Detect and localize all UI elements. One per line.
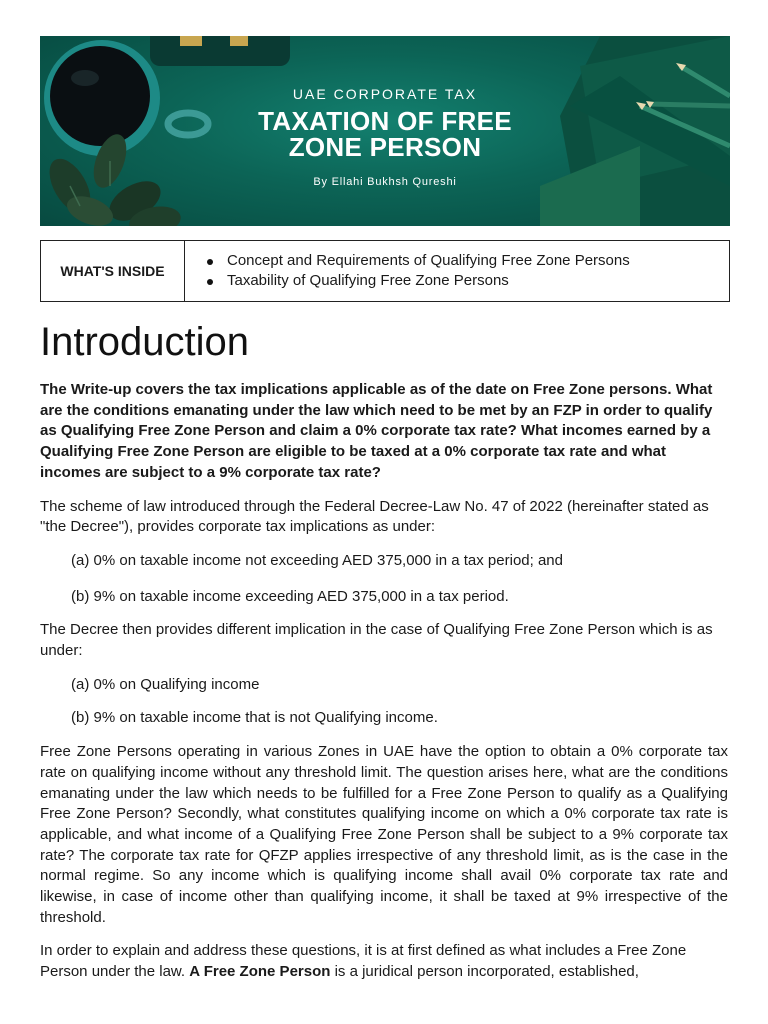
rate-list-item: (a) 0% on Qualifying income [71,675,260,693]
rate-list-item: (b) 9% on taxable income that is not Qualifying income. [71,709,438,727]
article-body [40,318,728,983]
paragraph-free-zone-persons: Free Zone Persons operating in various Zones in UAE have the option to obtain a 0% corporate tax rate on qualifying income without any threshold limit. The question arises here, what are the conditions emanating under the law which needs to be fulfilled for a Free Zone Person to qualify as a Qualifying Free Zone Person? Secondly, what constitutes qualifying income on which a 0% corporate tax rate is applicable, and what income of a Qualifying Free Zone Person shall be subject to a 9% corporate tax rate? The corporate tax rate for QFZP applies irrespective of any threshold limit, as is the case in the normal regime. So any income which is qualifying income shall avail 0% corporate tax rate and likewise, in case of income other than qualifying income, it shall be taxed at 9% irrespective of the threshold. [40,743,728,926]
banner-text-block [40,86,730,188]
banner-kicker: UAE CORPORATE TAX [292,86,478,102]
whats-inside-box [40,240,730,302]
definition-term: A Free Zone Person [189,963,331,981]
rate-list-item: (a) 0% on taxable income not exceeding AED 375,000 in a tax period; and [71,551,563,569]
rate-list-item: (b) 9% on taxable income exceeding AED 375,000 in a tax period. [71,587,509,605]
banner-byline: By Ellahi Bukhsh Qureshi [313,176,457,188]
header-banner [40,36,730,226]
whats-inside-list [185,241,630,301]
banner-title [40,108,730,160]
section-heading: Introduction [40,320,250,364]
whats-inside-item: Taxability of Qualifying Free Zone Persons [207,271,630,291]
banner-title-line-2: ZONE PERSON [288,132,482,162]
whats-inside-label: WHAT'S INSIDE [41,241,185,301]
banner-title-line-1: TAXATION OF FREE [258,106,512,136]
definition-text-end: is a juridical person incorporated, established, [330,963,639,981]
paragraph-definition [40,941,728,982]
whats-inside-item: Concept and Requirements of Qualifying Free Zone Persons [207,251,630,271]
definition-text-start: In order to explain and address these questions, it is at first defined as what includes a Free Zone Person under the law. [40,942,687,981]
tray-icon [150,36,290,66]
paragraph-decree: The scheme of law introduced through the Federal Decree-Law No. 47 of 2022 (hereinafter stated as "the Decree"), provides corporate tax implications as under: [40,497,709,536]
intro-lead-paragraph: The Write-up covers the tax implications applicable as of the date on Free Zone persons. What are the conditions emanating under the law which need to be met by an FZP in order to qualify as Qualifying Free Zone Person and claim a 0% corporate tax rate? What incomes earned by a Qualifying Free Zone Person are eligible to be taxed at a 0% corporate tax rate and what incomes are subject to a 9% corporate tax rate? [40,381,713,481]
paragraph-qfzp: The Decree then provides different implication in the case of Qualifying Free Zone Person which is as under: [40,621,713,660]
